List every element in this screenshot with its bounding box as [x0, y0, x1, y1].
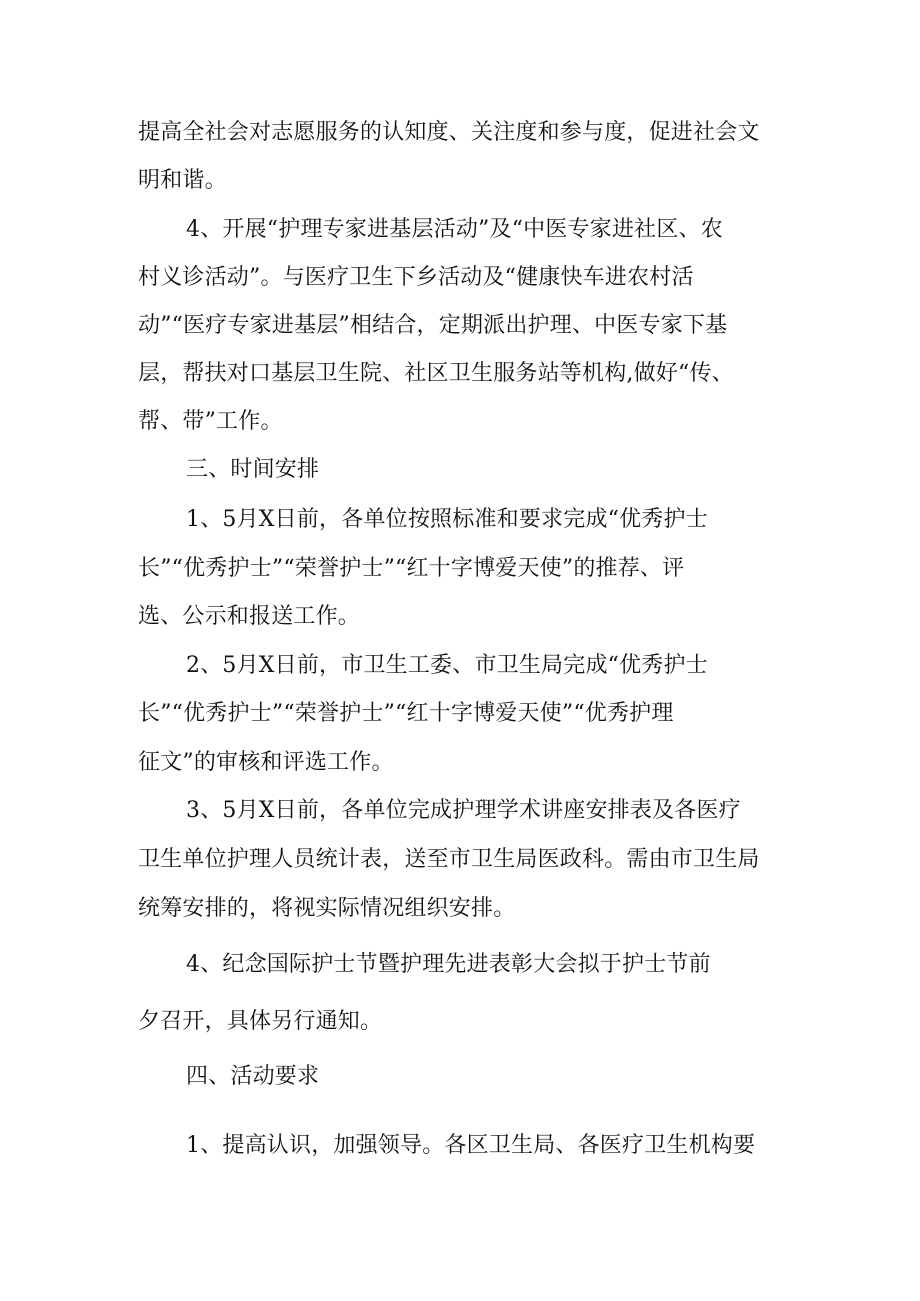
text-line: 4、纪念国际护士节暨护理先进表彰大会拟于护士节前	[186, 952, 711, 977]
text-line: 1、提高认识，加强领导。各区卫生局、各医疗卫生机构要	[186, 1133, 756, 1158]
text-line: 明和谐。	[138, 168, 227, 193]
text-line: 3、5月X日前，各单位完成护理学术讲座安排表及各医疗	[186, 798, 741, 823]
text-line: 夕召开，具体另行通知。	[138, 1009, 383, 1034]
text-line: 2、5月X日前，市卫生工委、市卫生局完成“优秀护士	[186, 653, 708, 678]
text-line: 层，帮扶对口基层卫生院、社区卫生服务站等机构,做好“传、	[138, 361, 734, 386]
text-line: 帮、带”工作。	[138, 409, 283, 434]
text-line: 征文”的审核和评选工作。	[138, 750, 394, 775]
section-heading: 四、活动要求	[186, 1064, 320, 1089]
text-line: 长”“优秀护士”“荣誉护士”“红十字博爱天使”的推荐、评	[138, 556, 685, 581]
text-line: 动”“医疗专家进基层”相结合，定期派出护理、中医专家下基	[138, 313, 728, 338]
text-line: 1、5月X日前，各单位按照标准和要求完成“优秀护士	[186, 507, 708, 532]
text-line: 村义诊活动”。与医疗卫生下乡活动及“健康快车进农村活	[138, 265, 694, 290]
text-line: 提高全社会对志愿服务的认知度、关注度和参与度，促进社会文	[138, 120, 760, 145]
text-line: 选、公示和报送工作。	[138, 604, 361, 629]
section-heading: 三、时间安排	[186, 457, 320, 482]
text-line: 4、开展“护理专家进基层活动”及“中医专家进社区、农	[186, 217, 723, 242]
text-line: 统筹安排的，将视实际情况组织安排。	[138, 896, 516, 921]
text-line: 长”“优秀护士”“荣誉护士”“红十字博爱天使”“优秀护理	[138, 701, 674, 726]
text-line: 卫生单位护理人员统计表，送至市卫生局医政科。需由市卫生局	[138, 847, 760, 872]
